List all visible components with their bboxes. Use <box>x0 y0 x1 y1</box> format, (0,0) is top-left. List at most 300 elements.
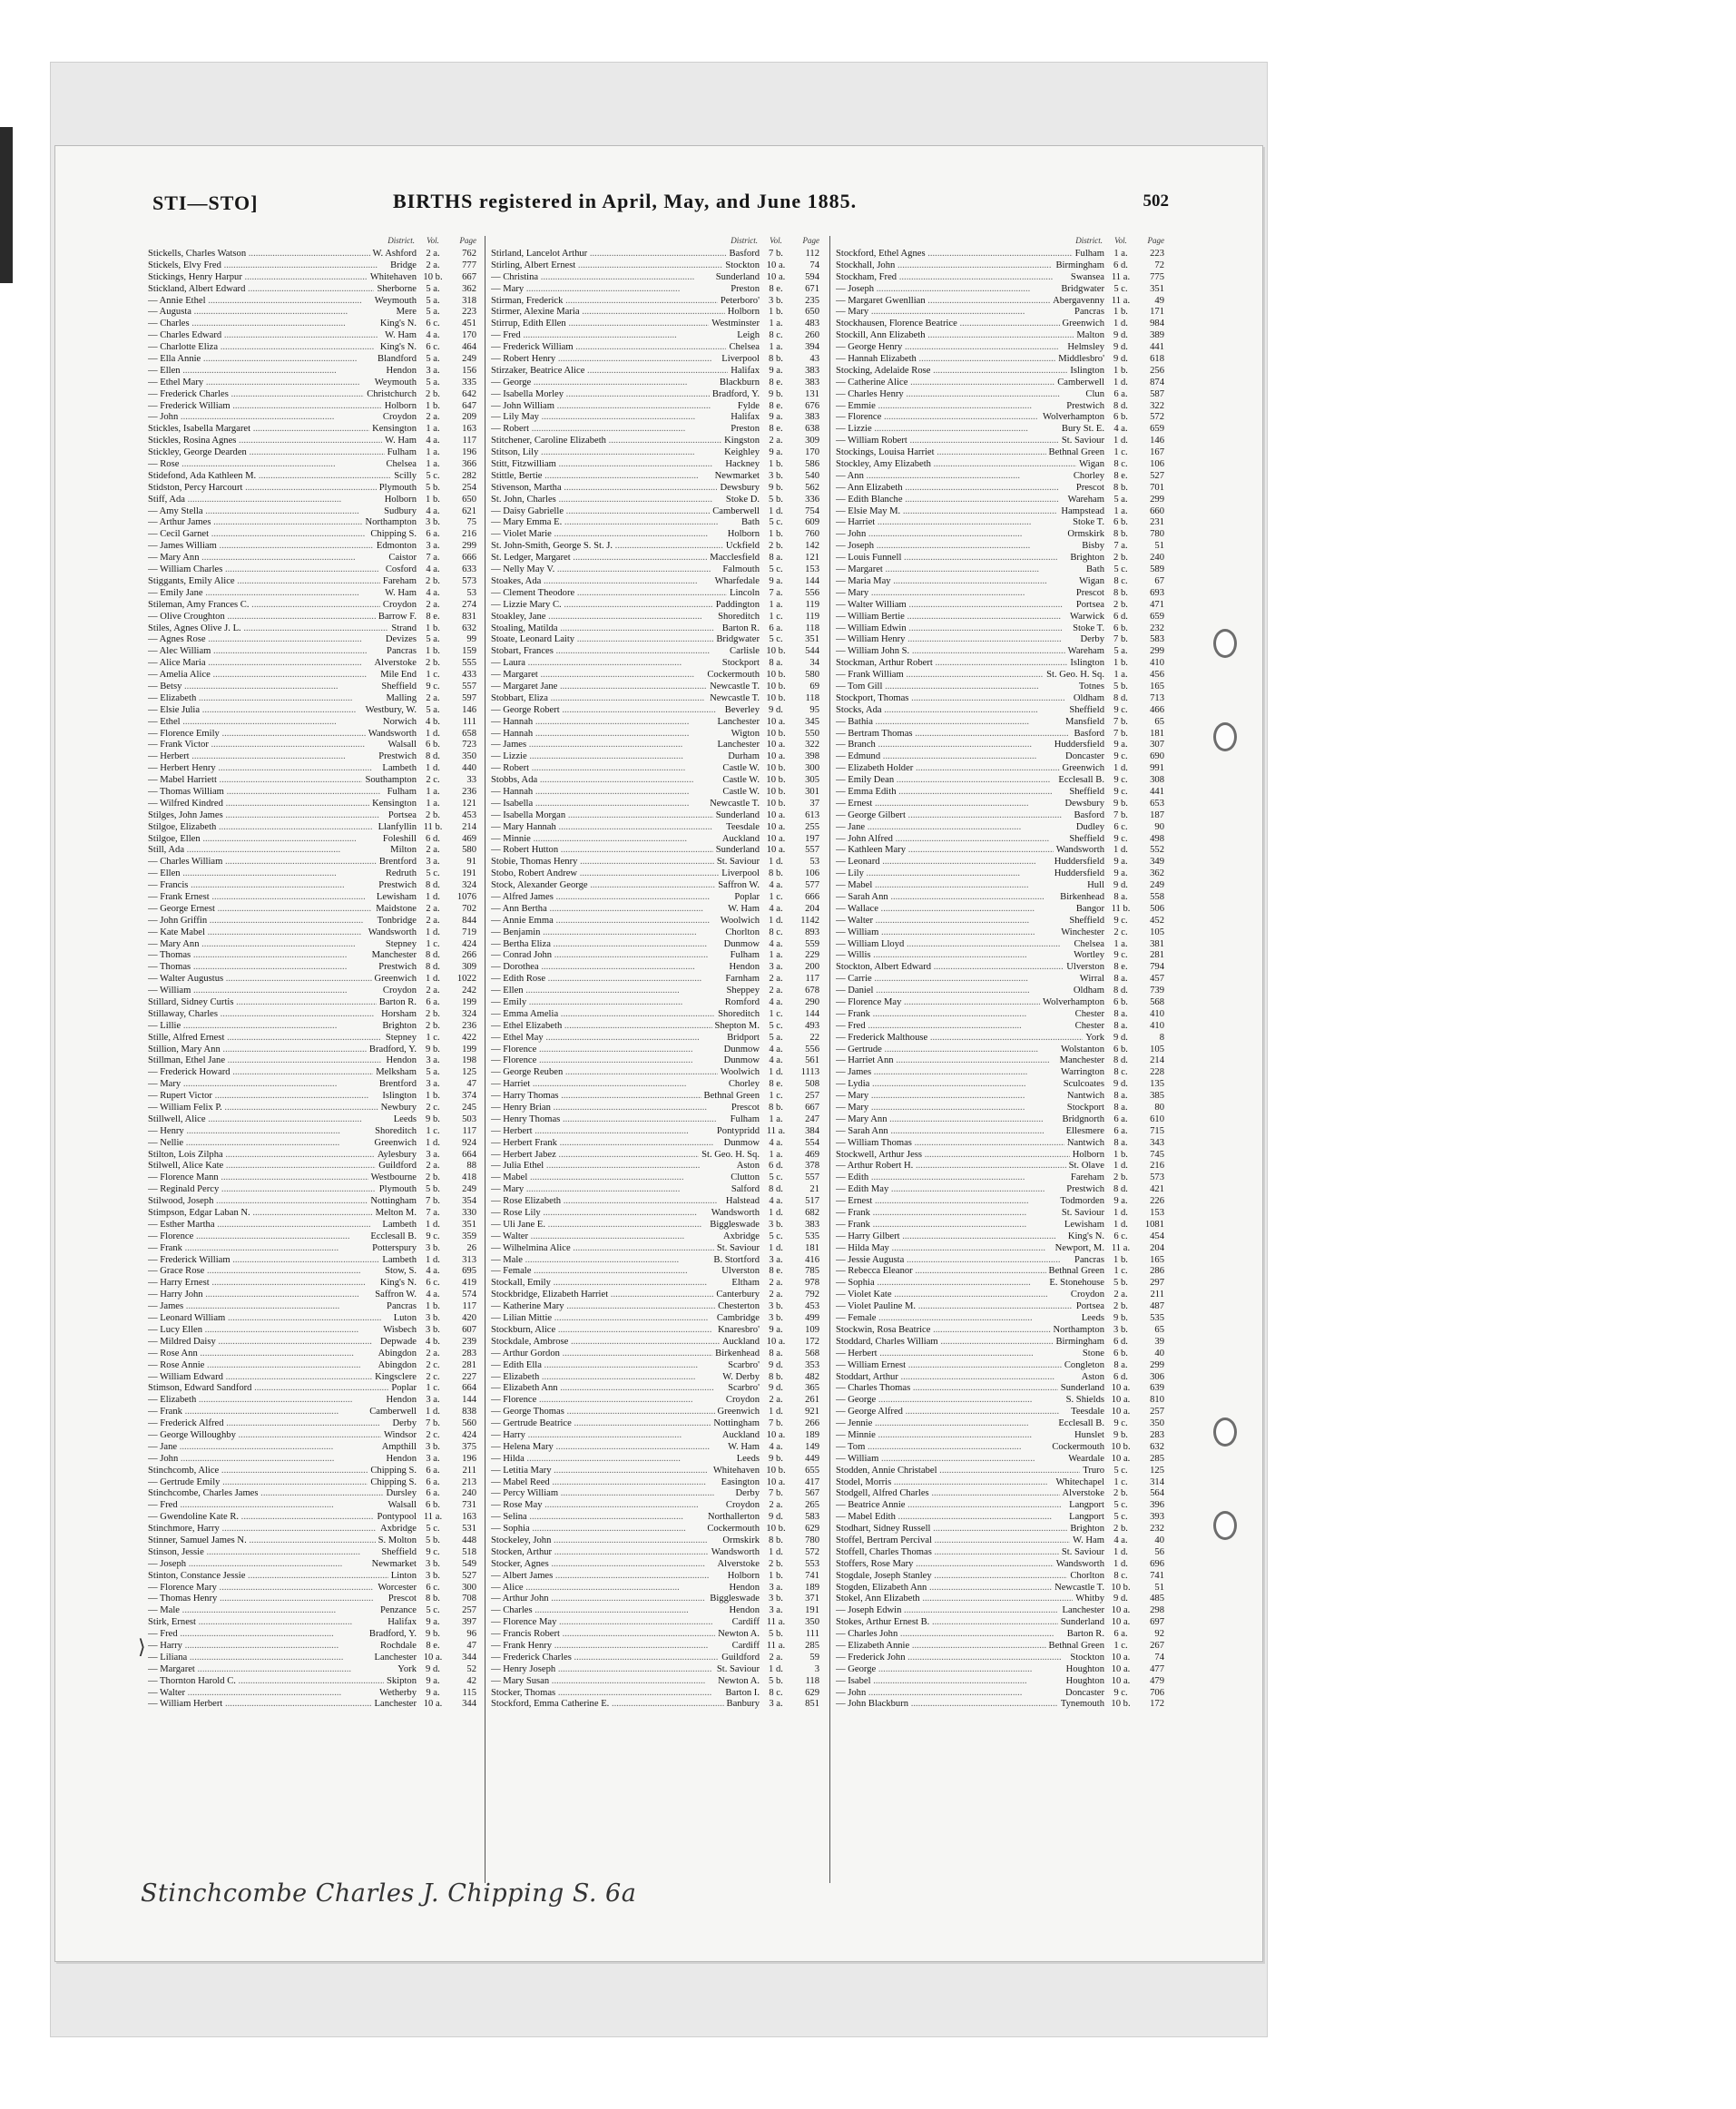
index-entry <box>148 1231 476 1243</box>
index-entry <box>148 1278 476 1290</box>
entry-district: Stone <box>1082 1348 1104 1359</box>
entry-volume: 9 c. <box>1113 786 1128 797</box>
entry-name: — Elizabeth ..... <box>148 1395 383 1407</box>
index-entry <box>491 810 819 822</box>
entry-page: 119 <box>805 599 819 610</box>
entry-district: Wandsworth <box>1055 845 1104 856</box>
entry-district: Leigh <box>737 330 760 341</box>
entry-volume: 3 a. <box>769 1582 783 1593</box>
entry-volume: 6 b. <box>1113 412 1128 423</box>
entry-page: 794 <box>1150 962 1164 973</box>
entry-volume: 8 d. <box>1113 986 1128 996</box>
entry-district: Chipping S. <box>370 1465 417 1476</box>
entry-district: Wandsworth <box>711 1546 760 1557</box>
index-entry <box>491 986 819 997</box>
entry-volume: 2 c. <box>426 1429 440 1440</box>
entry-volume: 2 b. <box>1113 1488 1128 1499</box>
entry-name: St. Ledger, Margaret ..... <box>491 553 707 564</box>
entry-district: Stoke D. <box>725 494 760 505</box>
entry-district: Abergavenny <box>1053 295 1104 306</box>
entry-page: 305 <box>805 775 819 786</box>
entry-page: 299 <box>1150 494 1164 505</box>
index-entry <box>836 810 1164 822</box>
entry-page: 469 <box>805 1149 819 1160</box>
entry-volume: 5 a. <box>426 307 440 318</box>
entry-page: 324 <box>462 1008 476 1019</box>
entry-volume: 3 a. <box>426 1149 440 1160</box>
entry-page: 80 <box>1154 1103 1164 1113</box>
index-entry <box>836 459 1164 471</box>
entry-name: Stoffell, Charles Thomas ..... <box>836 1547 1059 1559</box>
entry-page: 482 <box>805 1371 819 1382</box>
entry-page: 197 <box>805 833 819 844</box>
entry-name: — Ernest ..... <box>836 1196 1057 1208</box>
entry-district: Whitechapel <box>1055 1476 1104 1487</box>
entry-district: Biggleswade <box>710 1594 760 1604</box>
entry-volume: 8 c. <box>1113 459 1128 470</box>
index-entry <box>491 483 819 495</box>
entry-volume: 2 a. <box>769 1290 783 1300</box>
index-entry <box>148 447 476 459</box>
index-entry <box>491 1629 819 1641</box>
entry-district: Hampstead <box>1061 505 1104 516</box>
index-entry <box>836 576 1164 588</box>
entry-district: Doncaster <box>1065 1687 1104 1698</box>
entry-district: Romford <box>724 997 760 1007</box>
entry-page: 51 <box>1154 1582 1164 1593</box>
entry-district: Winchester <box>1061 927 1104 937</box>
entry-district: Milton <box>390 845 417 856</box>
entry-name: — Leonard ..... <box>836 857 1052 868</box>
entry-volume: 9 c. <box>1113 775 1128 786</box>
index-entry <box>836 1045 1164 1056</box>
entry-page: 632 <box>462 623 476 633</box>
entry-volume: 9 b. <box>769 482 783 493</box>
entry-district: Warrington <box>1061 1067 1104 1078</box>
entry-volume: 6 d. <box>769 1161 783 1172</box>
entry-name: — Rose ..... <box>148 459 383 471</box>
entry-page: 633 <box>462 564 476 575</box>
index-entry <box>836 670 1164 682</box>
index-entry <box>148 834 476 846</box>
index-entry <box>491 424 819 436</box>
entry-page: 838 <box>462 1407 476 1417</box>
index-entry <box>148 857 476 868</box>
index-entry <box>836 986 1164 997</box>
entry-page: 72 <box>1154 260 1164 270</box>
entry-name: — Charles John ..... <box>836 1629 1064 1641</box>
entry-name: Stickells, Charles Watson ..... <box>148 249 370 260</box>
index-entry <box>148 1641 476 1653</box>
index-entry <box>836 658 1164 670</box>
entry-volume: 1 d. <box>769 1067 783 1078</box>
entry-district: Paddington <box>715 599 760 610</box>
entry-page: 483 <box>805 319 819 329</box>
index-entry <box>148 1045 476 1056</box>
entry-name: — Annie Emma ..... <box>491 916 718 927</box>
entry-page: 111 <box>805 1629 819 1640</box>
entry-name: — Margaret ..... <box>836 564 1084 576</box>
entry-page: 638 <box>805 424 819 435</box>
entry-page: 775 <box>1150 271 1164 282</box>
entry-volume: 1 b. <box>426 1301 440 1312</box>
index-entry <box>491 1172 819 1184</box>
entry-name: — Margaret ..... <box>148 1664 395 1676</box>
entry-page: 213 <box>462 1476 476 1487</box>
entry-name: — Walter Augustus ..... <box>148 974 372 986</box>
entry-page: 682 <box>805 1208 819 1219</box>
entry-district: Lewisham <box>1064 1219 1104 1230</box>
entry-page: 621 <box>462 505 476 516</box>
entry-volume: 2 b. <box>426 1008 440 1019</box>
index-entry <box>836 506 1164 518</box>
entry-volume: 2 b. <box>426 388 440 399</box>
entry-name: Stirling, Albert Ernest ..... <box>491 260 722 272</box>
entry-volume: 4 a. <box>769 1441 783 1452</box>
entry-district: Ulverston <box>1066 962 1104 973</box>
index-entry <box>491 845 819 857</box>
entry-district: Carlisle <box>730 646 760 657</box>
entry-page: 65 <box>1154 716 1164 727</box>
entry-name: Stiles, Agnes Olive J. L. ..... <box>148 623 388 635</box>
entry-volume: 3 a. <box>769 962 783 973</box>
entry-page: 384 <box>805 1125 819 1136</box>
entry-district: Edmonton <box>376 541 417 552</box>
entry-name: Stinchmore, Harry ..... <box>148 1524 378 1535</box>
entry-volume: 10 b. <box>766 1465 786 1476</box>
entry-volume: 9 c. <box>426 1231 440 1241</box>
entry-district: Horsham <box>381 1008 417 1019</box>
entry-district: Lanchester <box>374 1699 417 1710</box>
index-entry <box>836 646 1164 658</box>
entry-district: Hendon <box>729 1582 760 1593</box>
entry-name: Stickings, Henry Harpur ..... <box>148 272 368 284</box>
entry-name: Stidston, Percy Harcourt ..... <box>148 483 377 495</box>
entry-page: 170 <box>462 330 476 341</box>
index-entry <box>491 1278 819 1290</box>
entry-district: Cockermouth <box>1052 1441 1104 1452</box>
index-entry <box>148 1571 476 1583</box>
entry-district: Pancras <box>1074 307 1104 318</box>
entry-page: 314 <box>1150 1476 1164 1487</box>
entry-volume: 6 b. <box>1113 1348 1128 1359</box>
entry-district: Greenwich <box>1062 763 1104 774</box>
entry-volume: 1 c. <box>1113 1266 1128 1277</box>
entry-district: Portsea <box>387 809 417 820</box>
entry-district: Kensington <box>372 424 417 435</box>
entry-page: 498 <box>1150 833 1164 844</box>
entry-volume: 5 c. <box>769 517 783 528</box>
entry-page: 562 <box>805 482 819 493</box>
index-entry <box>148 1243 476 1255</box>
entry-page: 249 <box>462 1184 476 1195</box>
entry-volume: 5 c. <box>1113 283 1128 294</box>
entry-page: 452 <box>1150 915 1164 926</box>
index-entry <box>836 1079 1164 1091</box>
entry-name: — Mabel ..... <box>836 880 1084 892</box>
index-entry <box>491 1676 819 1688</box>
index-entry <box>491 249 819 260</box>
entry-district: Chorley <box>1073 470 1104 481</box>
page-header <box>152 186 1169 217</box>
entry-name: Stickley, George Dearden ..... <box>148 447 385 459</box>
entry-district: Islington <box>1070 658 1104 669</box>
entry-volume: 5 a. <box>426 295 440 306</box>
index-entry <box>148 717 476 729</box>
entry-volume: 1 b. <box>426 400 440 411</box>
entry-page: 96 <box>466 1629 476 1640</box>
entry-volume: 10 a. <box>766 1476 786 1487</box>
index-entry <box>491 366 819 378</box>
entry-volume: 1 d. <box>426 728 440 739</box>
entry-volume: 10 a. <box>766 740 786 750</box>
entry-volume: 2 a. <box>769 974 783 985</box>
entry-volume: 9 b. <box>1113 1429 1128 1440</box>
index-entry <box>148 366 476 378</box>
entry-volume: 9 b. <box>426 1629 440 1640</box>
entry-volume: 6 b. <box>1113 623 1128 633</box>
entry-name: Stockings, Louisa Harriet ..... <box>836 447 1046 459</box>
entry-page: 65 <box>1154 1324 1164 1335</box>
entry-district: Castle W. <box>722 775 760 786</box>
entry-name: Stirzaker, Beatrice Alice ..... <box>491 366 728 378</box>
index-entry <box>836 1301 1164 1313</box>
entry-volume: 5 c. <box>426 868 440 879</box>
entry-district: Tynemouth <box>1060 1699 1104 1710</box>
entry-district: W. Ham <box>1073 1535 1104 1545</box>
index-entry <box>148 705 476 717</box>
entry-volume: 3 b. <box>426 1570 440 1581</box>
entry-page: 309 <box>805 436 819 446</box>
index-entry <box>148 1079 476 1091</box>
entry-name: — Selina ..... <box>491 1512 705 1524</box>
entry-page: 676 <box>805 400 819 411</box>
entry-district: Bradford, Y. <box>368 1044 417 1054</box>
index-entry <box>836 1255 1164 1267</box>
index-entry <box>836 634 1164 646</box>
entry-name: — Frank Victor ..... <box>148 740 385 751</box>
entry-volume: 10 a. <box>766 1336 786 1347</box>
entry-volume: 9 c. <box>1113 1687 1128 1698</box>
entry-district: Shoreditch <box>718 611 760 622</box>
entry-volume: 6 a. <box>426 1488 440 1499</box>
index-entry <box>491 623 819 635</box>
entry-page: 223 <box>462 307 476 318</box>
entry-volume: 10 a. <box>1111 1652 1131 1663</box>
entry-name: St. John-Smith, George S. St. J. ..... <box>491 541 723 553</box>
entry-page: 204 <box>1150 1242 1164 1253</box>
entry-volume: 1 c. <box>426 1125 440 1136</box>
entry-name: — Mary ..... <box>836 1103 1064 1114</box>
entry-volume: 1 d. <box>426 1137 440 1148</box>
entry-volume: 11 b. <box>1111 903 1131 914</box>
entry-page: 921 <box>805 1407 819 1417</box>
entry-name: — James ..... <box>491 740 715 751</box>
entry-page: 471 <box>1150 599 1164 610</box>
entry-page: 118 <box>805 623 819 633</box>
entry-page: 249 <box>462 354 476 365</box>
entry-page: 393 <box>1150 1512 1164 1523</box>
index-entry <box>491 880 819 892</box>
entry-page: 121 <box>805 553 819 564</box>
entry-district: Llanfyllin <box>378 821 417 832</box>
entry-page: 189 <box>805 1582 819 1593</box>
entry-name: — Arthur James ..... <box>148 517 363 529</box>
entry-name: — Nelly May V. ..... <box>491 564 720 576</box>
index-entry <box>491 1301 819 1313</box>
index-entry <box>148 1605 476 1617</box>
entry-page: 165 <box>1150 681 1164 692</box>
entry-volume: 2 a. <box>769 1652 783 1663</box>
entry-volume: 8 c. <box>769 330 783 341</box>
entry-page: 349 <box>1150 857 1164 868</box>
entry-name: — Emily Dean ..... <box>836 775 1055 787</box>
entry-district: Camberwell <box>369 1407 417 1417</box>
entry-volume: 6 a. <box>1113 1113 1128 1124</box>
entry-volume: 4 a. <box>769 880 783 891</box>
entry-district: Fulham <box>730 950 760 961</box>
entry-volume: 1 b. <box>426 1091 440 1102</box>
entry-page: 285 <box>805 1640 819 1651</box>
entry-name: Stimson, Edward Sandford ..... <box>148 1383 388 1395</box>
entry-district: Wetherby <box>379 1687 417 1698</box>
entry-name: — Bertha Eliza ..... <box>491 939 721 951</box>
index-entry <box>148 1676 476 1688</box>
entry-page: 374 <box>462 1091 476 1102</box>
index-entry <box>836 529 1164 541</box>
entry-name: — Laura ..... <box>491 658 720 670</box>
entry-district: Wandsworth <box>1055 1558 1104 1569</box>
entry-page: 448 <box>462 1535 476 1545</box>
entry-district: Bury St. E. <box>1061 424 1104 435</box>
entry-district: Hendon <box>729 1605 760 1616</box>
entry-name: Stirland, Lancelot Arthur ..... <box>491 249 726 260</box>
entry-name: — Alfred James ..... <box>491 892 731 904</box>
index-entry <box>148 1009 476 1021</box>
entry-volume: 8 a. <box>1113 1137 1128 1148</box>
entry-district: Newcastle T. <box>710 692 760 703</box>
entry-page: 701 <box>1150 482 1164 493</box>
index-entry <box>491 401 819 413</box>
index-entry <box>148 1033 476 1045</box>
entry-name: — Frederick Howard ..... <box>148 1067 373 1079</box>
index-entry <box>836 1594 1164 1605</box>
index-entry <box>836 284 1164 296</box>
entry-name: — Arthur John ..... <box>491 1594 707 1605</box>
entry-page: 165 <box>1150 1254 1164 1265</box>
entry-district: Dursley <box>386 1488 417 1499</box>
index-entry <box>491 1079 819 1091</box>
entry-volume: 4 a. <box>426 505 440 516</box>
entry-name: — Mary Ann ..... <box>148 939 383 951</box>
entry-name: — Emma Amelia ..... <box>491 1009 715 1021</box>
entry-district: Bridgwater <box>716 634 760 645</box>
entry-volume: 8 a. <box>769 1348 783 1359</box>
entry-district: Walsall <box>387 1500 417 1511</box>
entry-district: Shoreditch <box>718 1008 760 1019</box>
entry-district: Blandford <box>378 354 417 365</box>
entry-volume: 3 b. <box>426 1324 440 1335</box>
entry-name: — William Bertie ..... <box>836 612 1067 623</box>
entry-volume: 10 b. <box>766 681 786 692</box>
index-entry <box>148 892 476 904</box>
entry-district: Halstead <box>725 1196 760 1207</box>
entry-district: Stockton <box>725 260 760 270</box>
entry-volume: 5 c. <box>769 1020 783 1031</box>
entry-district: W. Ashford <box>372 249 417 259</box>
entry-district: St. Saviour <box>1061 1546 1104 1557</box>
entry-volume: 2 b. <box>1113 599 1128 610</box>
index-entry <box>836 249 1164 260</box>
entry-volume: 5 b. <box>426 1535 440 1545</box>
entry-volume: 10 a. <box>766 260 786 270</box>
entry-page: 336 <box>805 494 819 505</box>
entry-name: — Mary Ann ..... <box>836 1114 1060 1126</box>
entry-name: Stinson, Jessie ..... <box>148 1547 378 1559</box>
entry-district: Pancras <box>387 646 417 657</box>
entry-district: Wareham <box>1067 494 1104 505</box>
entry-name: — Minnie ..... <box>491 834 720 846</box>
index-entry <box>836 260 1164 272</box>
index-entry <box>836 1571 1164 1583</box>
entry-page: 440 <box>462 763 476 774</box>
entry-page: 232 <box>1150 1524 1164 1535</box>
entry-district: Chester <box>1074 1020 1104 1031</box>
index-entry <box>836 916 1164 927</box>
entry-volume: 9 a. <box>426 1675 440 1686</box>
entry-name: — Thomas ..... <box>148 950 369 962</box>
entry-page: 112 <box>805 249 819 259</box>
entry-district: Brighton <box>1070 553 1104 564</box>
entry-volume: 9 a. <box>769 1324 783 1335</box>
entry-district: Ormskirk <box>1067 529 1104 540</box>
index-entry <box>491 927 819 939</box>
entry-district: Bridge <box>390 260 417 270</box>
index-entry <box>836 868 1164 880</box>
index-entry <box>836 1500 1164 1512</box>
entry-page: 351 <box>805 634 819 645</box>
entry-volume: 1 c. <box>426 670 440 681</box>
index-entry <box>148 1688 476 1700</box>
entry-page: 196 <box>462 447 476 458</box>
entry-volume: 6 a. <box>1113 388 1128 399</box>
entry-page: 499 <box>805 1313 819 1324</box>
entry-district: Fulham <box>387 786 417 797</box>
entry-district: Halifax <box>387 1617 417 1628</box>
index-entry <box>491 916 819 927</box>
entry-name: — Lydia ..... <box>836 1079 1061 1091</box>
entry-volume: 1 a. <box>426 424 440 435</box>
entry-page: 88 <box>466 1161 476 1172</box>
entry-district: Bangor <box>1075 903 1104 914</box>
entry-volume: 5 a. <box>426 283 440 294</box>
index-entry <box>491 330 819 342</box>
index-entry <box>148 471 476 483</box>
index-entry <box>491 1547 819 1559</box>
entry-name: — Olive Croughton ..... <box>148 612 376 623</box>
entry-name: — Sophia ..... <box>836 1278 1046 1290</box>
entry-volume: 9 b. <box>769 1453 783 1464</box>
entry-district: Greenwich <box>374 1137 417 1148</box>
entry-page: 1142 <box>800 915 819 926</box>
entry-district: King's N. <box>379 319 417 329</box>
entry-volume: 2 a. <box>426 249 440 259</box>
entry-district: Oldham <box>1073 692 1104 703</box>
entry-page: 810 <box>1150 1395 1164 1406</box>
index-entry <box>491 600 819 612</box>
index-entry <box>148 1067 476 1079</box>
entry-name: — Florence May ..... <box>491 1617 730 1629</box>
